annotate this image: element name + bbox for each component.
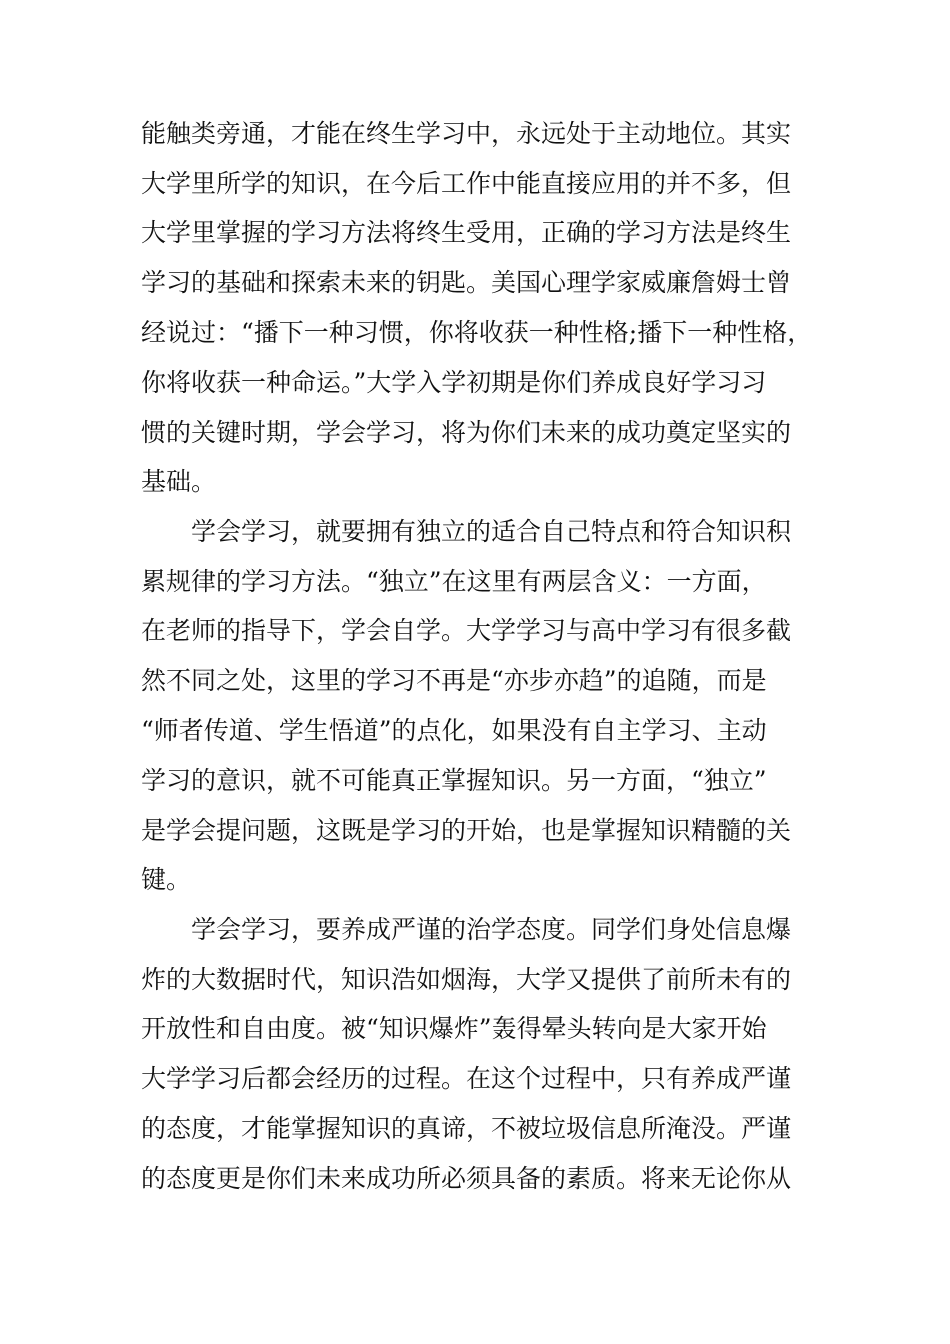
text-line: 的态度，才能掌握知识的真谛，不被垃圾信息所淹没。严谨 xyxy=(141,1114,792,1143)
text-line: 学习的意识，就不可能真正掌握知识。另一方面，“独立” xyxy=(141,766,767,795)
text-line: 然不同之处，这里的学习不再是“亦步亦趋”的追随，而是 xyxy=(141,666,767,695)
text-line: 大学里掌握的学习方法将终生受用，正确的学习方法是终生 xyxy=(141,218,792,247)
text-line: 的态度更是你们未来成功所必须具备的素质。将来无论你从 xyxy=(141,1164,792,1193)
text-line: 炸的大数据时代，知识浩如烟海，大学又提供了前所未有的 xyxy=(141,965,792,994)
text-line: 大学学习后都会经历的过程。在这个过程中，只有养成严谨 xyxy=(141,1064,792,1093)
text-line: 学习的基础和探索未来的钥匙。美国心理学家威廉詹姆士曾 xyxy=(141,268,792,297)
text-line: 你将收获一种命运。”大学入学初期是你们养成良好学习习 xyxy=(141,368,767,397)
text-line: 键。 xyxy=(141,865,192,894)
text-line: 经说过：“播下一种习惯，你将收获一种性格;播下一种性格， xyxy=(141,318,813,347)
text-line: 开放性和自由度。被“知识爆炸”轰得晕头转向是大家开始 xyxy=(141,1014,767,1043)
text-line: 学会学习，要养成严谨的治学态度。同学们身处信息爆 xyxy=(141,915,792,944)
text-line: 能触类旁通，才能在终生学习中，永远处于主动地位。其实 xyxy=(141,119,792,148)
text-line: “师者传道、学生悟道”的点化，如果没有自主学习、主动 xyxy=(141,716,767,745)
text-line: 大学里所学的知识，在今后工作中能直接应用的并不多，但 xyxy=(141,169,792,198)
text-line: 惯的关键时期，学会学习，将为你们未来的成功奠定坚实的 xyxy=(141,418,792,447)
text-line: 是学会提问题，这既是学习的开始，也是掌握知识精髓的关 xyxy=(141,816,792,845)
text-line: 累规律的学习方法。“独立”在这里有两层含义：一方面， xyxy=(141,567,767,596)
text-line: 基础。 xyxy=(141,467,217,496)
text-line: 学会学习，就要拥有独立的适合自己特点和符合知识积 xyxy=(141,517,792,546)
text-line: 在老师的指导下，学会自学。大学学习与高中学习有很多截 xyxy=(141,616,792,645)
